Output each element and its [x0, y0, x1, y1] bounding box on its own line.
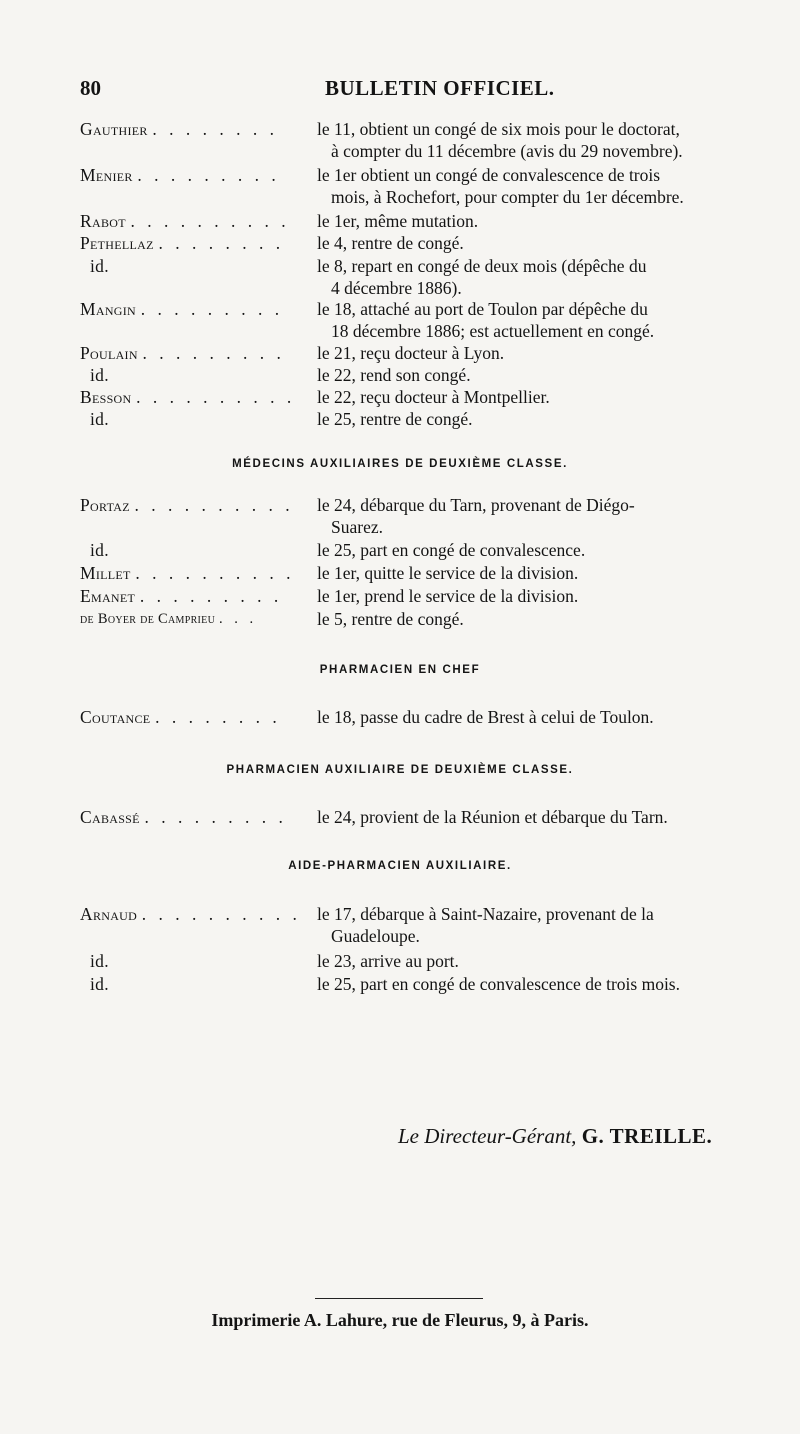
leader-dots: . . . . . . . . .: [139, 586, 283, 606]
leader-dots: . . . . . . . . . .: [141, 904, 301, 924]
entry-text: le 4, rentre de congé.: [317, 233, 464, 253]
entry-name: Arnaud: [80, 904, 138, 924]
leader-dots: . . . . . . . .: [152, 119, 279, 139]
entry-name: id.: [90, 256, 109, 276]
entry-text: le 21, reçu docteur à Lyon.: [317, 343, 505, 363]
page-header: [80, 76, 770, 106]
entry-name: Portaz: [80, 495, 130, 515]
entry-text: le 23, arrive au port.: [317, 951, 459, 971]
entry-text-continued: 18 décembre 1886; est actuellement en congé.: [331, 321, 655, 341]
entry-text: le 24, débarque du Tarn, provenant de Diégo-: [317, 495, 635, 515]
entry-text: le 1er obtient un congé de convalescence de trois: [317, 165, 661, 185]
section-heading: PHARMACIEN AUXILIAIRE DE DEUXIÈME CLASSE.: [226, 764, 574, 776]
entry-name: Poulain: [80, 343, 138, 363]
entry-text: le 17, débarque à Saint-Nazaire, provenant de la: [317, 904, 654, 924]
leader-dots: . . . . . . . .: [155, 707, 281, 727]
leader-dots: . . . . . . . . .: [142, 343, 285, 363]
entry-name: Menier: [80, 165, 133, 185]
leader-dots: . . . . . . . . . .: [134, 495, 294, 515]
entry-text-continued: 4 décembre 1886).: [331, 278, 462, 298]
entry-name: de Boyer de Camprieu: [80, 611, 216, 627]
printer-imprint: Imprimerie A. Lahure, rue de Fleurus, 9, à Paris.: [211, 1310, 589, 1330]
leader-dots: . . . . . . . . .: [144, 807, 287, 827]
leader-dots: . . .: [219, 611, 258, 627]
entry-name: Besson: [80, 387, 132, 407]
leader-dots: . . . . . . . . . .: [130, 211, 290, 231]
running-title: BULLETIN OFFICIEL.: [325, 76, 555, 100]
entry-text-continued: Suarez.: [331, 517, 383, 537]
entry-text: le 25, part en congé de convalescence.: [317, 540, 586, 560]
entry-name: id.: [90, 540, 109, 560]
leader-dots: . . . . . . . . .: [137, 165, 280, 185]
entry-text-continued: à compter du 11 décembre (avis du 29 novembre).: [331, 141, 683, 161]
entry-text: le 22, reçu docteur à Montpellier.: [317, 387, 550, 407]
entry-name: Emanet: [80, 586, 136, 606]
entry-text: le 18, attaché au port de Toulon par dépêche du: [317, 299, 648, 319]
entry-name: Pethellaz: [80, 233, 154, 253]
entry-text: le 25, rentre de congé.: [317, 409, 473, 429]
entry-text: le 22, rend son congé.: [317, 365, 471, 385]
entry-text: le 24, provient de la Réunion et débarque du Tarn.: [317, 807, 668, 827]
entry-text: le 5, rentre de congé.: [317, 609, 464, 629]
entry-name: Cabassé: [80, 807, 140, 827]
entry-text: le 1er, même mutation.: [317, 211, 479, 231]
divider-rule: [315, 1298, 483, 1299]
entry-name: Millet: [80, 563, 131, 583]
entry-text: le 11, obtient un congé de six mois pour le doctorat,: [317, 119, 680, 139]
entry-name: id.: [90, 974, 109, 994]
leader-dots: . . . . . . . . . .: [136, 387, 296, 407]
signature-title: Le Directeur-Gérant,: [398, 1124, 577, 1148]
entry-name: Rabot: [80, 211, 126, 231]
entry-text: le 1er, quitte le service de la division.: [317, 563, 579, 583]
entry-name: id.: [90, 951, 109, 971]
leader-dots: . . . . . . . . . .: [135, 563, 295, 583]
section-heading: PHARMACIEN EN CHEF: [319, 664, 481, 676]
entry-name: id.: [90, 409, 109, 429]
entry-text-continued: Guadeloupe.: [331, 926, 420, 946]
leader-dots: . . . . . . . .: [158, 233, 285, 253]
entry-name: id.: [90, 365, 109, 385]
entry-name: Coutance: [80, 707, 151, 727]
entry-text: le 1er, prend le service de la division.: [317, 586, 579, 606]
leader-dots: . . . . . . . . .: [140, 299, 284, 319]
entry-text-continued: mois, à Rochefort, pour compter du 1er décembre.: [331, 187, 684, 207]
entry-text: le 18, passe du cadre de Brest à celui de Toulon.: [317, 707, 654, 727]
entry-text: le 8, repart en congé de deux mois (dépêche du: [317, 256, 647, 276]
page-number: 80: [80, 76, 101, 100]
entry-name: Gauthier: [80, 119, 148, 139]
section-heading: AIDE-PHARMACIEN AUXILIAIRE.: [288, 860, 512, 872]
signature-name: G. TREILLE.: [581, 1124, 713, 1148]
section-heading: MÉDECINS AUXILIAIRES DE DEUXIÈME CLASSE.: [232, 458, 568, 470]
entry-text: le 25, part en congé de convalescence de trois mois.: [317, 974, 680, 994]
signature: [398, 1124, 712, 1149]
entry-name: Mangin: [80, 299, 137, 319]
